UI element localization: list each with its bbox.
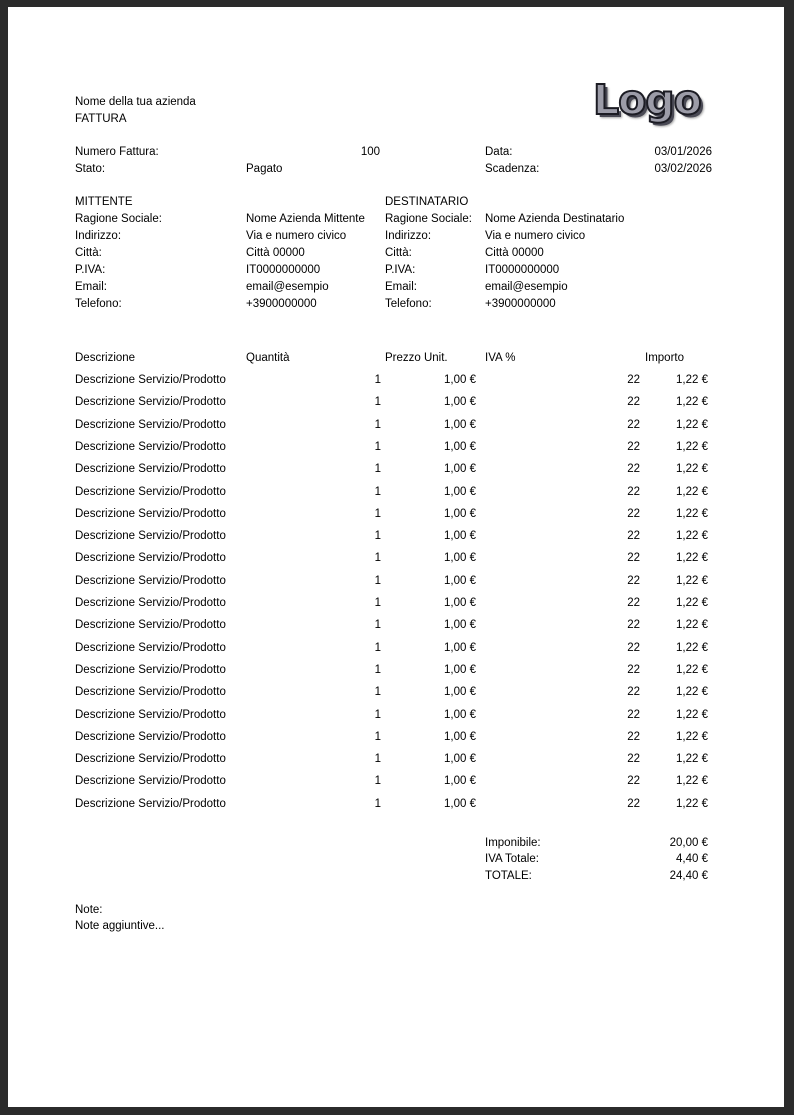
date-label: Data:	[485, 146, 513, 158]
recipient-value: +3900000000	[485, 298, 556, 310]
item-description: Descrizione Servizio/Prodotto	[75, 440, 226, 453]
item-amount: 1,22 €	[676, 775, 708, 788]
item-vat: 22	[627, 708, 640, 721]
item-vat: 22	[627, 530, 640, 543]
item-amount: 1,22 €	[676, 530, 708, 543]
recipient-value: email@esempio	[485, 281, 568, 293]
item-vat: 22	[627, 775, 640, 788]
item-quantity: 1	[374, 686, 381, 699]
status-value: Pagato	[246, 163, 283, 175]
due-date: 03/02/2026	[654, 163, 712, 175]
recipient-value: IT0000000000	[485, 264, 560, 276]
item-vat: 22	[627, 463, 640, 476]
item-amount: 1,22 €	[676, 507, 708, 520]
item-vat: 22	[627, 597, 640, 609]
item-description: Descrizione Servizio/Prodotto	[75, 730, 226, 743]
item-vat: 22	[627, 440, 640, 453]
sender-label: Telefono:	[75, 298, 122, 310]
item-description: Descrizione Servizio/Prodotto	[75, 374, 226, 386]
item-amount: 1,22 €	[676, 574, 708, 587]
invoice-date: 03/01/2026	[654, 146, 712, 158]
item-unit-price: 1,00 €	[444, 440, 476, 453]
item-vat: 22	[627, 485, 640, 498]
col-header-vat: IVA %	[485, 352, 516, 364]
item-description: Descrizione Servizio/Prodotto	[75, 797, 226, 810]
notes-text: Note aggiuntive...	[75, 920, 165, 932]
item-quantity: 1	[374, 396, 381, 409]
item-amount: 1,22 €	[676, 440, 708, 453]
item-description: Descrizione Servizio/Prodotto	[75, 641, 226, 654]
item-quantity: 1	[374, 463, 381, 476]
item-description: Descrizione Servizio/Prodotto	[75, 619, 226, 632]
sender-label: Città:	[75, 247, 102, 259]
item-quantity: 1	[374, 574, 381, 587]
item-description: Descrizione Servizio/Prodotto	[75, 552, 226, 565]
item-unit-price: 1,00 €	[444, 597, 476, 609]
item-unit-price: 1,00 €	[444, 775, 476, 788]
item-quantity: 1	[374, 619, 381, 632]
item-quantity: 1	[374, 440, 381, 453]
item-quantity: 1	[374, 641, 381, 654]
item-amount: 1,22 €	[676, 619, 708, 632]
item-description: Descrizione Servizio/Prodotto	[75, 507, 226, 520]
item-unit-price: 1,00 €	[444, 374, 476, 386]
sender-value: IT0000000000	[246, 264, 321, 276]
item-quantity: 1	[374, 730, 381, 743]
invoice-page	[8, 7, 784, 1107]
table-row	[8, 395, 784, 411]
item-quantity: 1	[374, 374, 381, 386]
recipient-label: Città:	[385, 247, 412, 259]
item-unit-price: 1,00 €	[444, 730, 476, 743]
recipient-value: Nome Azienda Destinatario	[485, 213, 625, 225]
taxable-label: Imponibile:	[485, 837, 541, 849]
item-quantity: 1	[374, 708, 381, 721]
item-unit-price: 1,00 €	[444, 485, 476, 498]
item-vat: 22	[627, 686, 640, 699]
table-row	[8, 663, 784, 679]
item-amount: 1,22 €	[676, 597, 708, 609]
taxable-value: 20,00 €	[669, 837, 708, 849]
item-description: Descrizione Servizio/Prodotto	[75, 753, 226, 766]
col-header-quantity: Quantità	[246, 352, 290, 364]
sender-value: Nome Azienda Mittente	[246, 213, 365, 225]
item-vat: 22	[627, 418, 640, 431]
item-unit-price: 1,00 €	[444, 396, 476, 409]
table-row	[8, 618, 784, 634]
item-amount: 1,22 €	[676, 374, 708, 386]
item-unit-price: 1,00 €	[444, 530, 476, 543]
item-unit-price: 1,00 €	[444, 686, 476, 699]
recipient-heading: DESTINATARIO	[385, 196, 469, 208]
item-vat: 22	[627, 663, 640, 676]
sender-heading: MITTENTE	[75, 196, 133, 208]
table-row	[8, 596, 784, 612]
sender-label: Ragione Sociale:	[75, 213, 162, 225]
item-quantity: 1	[374, 485, 381, 498]
vat-total-label: IVA Totale:	[485, 853, 539, 865]
recipient-label: Indirizzo:	[385, 230, 432, 242]
recipient-value: Città 00000	[485, 247, 544, 259]
item-quantity: 1	[374, 418, 381, 431]
total-label: TOTALE:	[485, 870, 532, 882]
item-quantity: 1	[374, 530, 381, 543]
sender-label: Email:	[75, 281, 107, 293]
sender-value: Via e numero civico	[246, 230, 347, 242]
item-vat: 22	[627, 797, 640, 810]
table-row	[8, 373, 784, 389]
item-unit-price: 1,00 €	[444, 619, 476, 632]
item-quantity: 1	[374, 663, 381, 676]
item-quantity: 1	[374, 797, 381, 810]
col-header-description: Descrizione	[75, 352, 136, 364]
total-value: 24,40 €	[669, 870, 708, 882]
item-unit-price: 1,00 €	[444, 418, 476, 431]
table-row	[8, 797, 784, 813]
table-row	[8, 507, 784, 523]
item-amount: 1,22 €	[676, 753, 708, 766]
item-vat: 22	[627, 552, 640, 565]
item-description: Descrizione Servizio/Prodotto	[75, 396, 226, 409]
sender-label: Indirizzo:	[75, 230, 122, 242]
item-amount: 1,22 €	[676, 463, 708, 476]
table-row	[8, 462, 784, 478]
item-vat: 22	[627, 396, 640, 409]
recipient-label: Email:	[385, 281, 417, 293]
item-unit-price: 1,00 €	[444, 574, 476, 587]
sender-value: +3900000000	[246, 298, 317, 310]
item-quantity: 1	[374, 775, 381, 788]
item-description: Descrizione Servizio/Prodotto	[75, 418, 226, 431]
vat-total-value: 4,40 €	[676, 853, 708, 865]
recipient-label: Telefono:	[385, 298, 432, 310]
item-description: Descrizione Servizio/Prodotto	[75, 485, 226, 498]
item-unit-price: 1,00 €	[444, 552, 476, 565]
item-amount: 1,22 €	[676, 396, 708, 409]
item-amount: 1,22 €	[676, 552, 708, 565]
table-row	[8, 574, 784, 590]
item-description: Descrizione Servizio/Prodotto	[75, 463, 226, 476]
item-description: Descrizione Servizio/Prodotto	[75, 530, 226, 543]
item-unit-price: 1,00 €	[444, 708, 476, 721]
item-description: Descrizione Servizio/Prodotto	[75, 708, 226, 721]
recipient-value: Via e numero civico	[485, 230, 586, 242]
sender-value: Città 00000	[246, 247, 305, 259]
table-row	[8, 774, 784, 790]
table-row	[8, 551, 784, 567]
notes-label: Note:	[75, 904, 103, 916]
table-row	[8, 485, 784, 501]
table-row	[8, 730, 784, 746]
item-quantity: 1	[374, 552, 381, 565]
item-unit-price: 1,00 €	[444, 507, 476, 520]
sender-value: email@esempio	[246, 281, 329, 293]
item-amount: 1,22 €	[676, 418, 708, 431]
due-label: Scadenza:	[485, 163, 540, 175]
table-row	[8, 418, 784, 434]
item-quantity: 1	[374, 597, 381, 609]
item-amount: 1,22 €	[676, 708, 708, 721]
table-row	[8, 440, 784, 456]
item-vat: 22	[627, 641, 640, 654]
table-row	[8, 708, 784, 724]
col-header-amount: Importo	[645, 352, 684, 364]
item-amount: 1,22 €	[676, 663, 708, 676]
item-vat: 22	[627, 619, 640, 632]
status-label: Stato:	[75, 163, 106, 175]
item-vat: 22	[627, 574, 640, 587]
document-title: FATTURA	[75, 113, 127, 125]
item-quantity: 1	[374, 753, 381, 766]
item-description: Descrizione Servizio/Prodotto	[75, 663, 226, 676]
item-unit-price: 1,00 €	[444, 463, 476, 476]
item-vat: 22	[627, 507, 640, 520]
sender-label: P.IVA:	[75, 264, 106, 276]
item-amount: 1,22 €	[676, 485, 708, 498]
item-description: Descrizione Servizio/Prodotto	[75, 574, 226, 587]
table-row	[8, 752, 784, 768]
item-description: Descrizione Servizio/Prodotto	[75, 597, 226, 609]
invoice-number-label: Numero Fattura:	[75, 146, 159, 158]
recipient-label: Ragione Sociale:	[385, 213, 472, 225]
table-row	[8, 641, 784, 657]
col-header-unit-price: Prezzo Unit.	[385, 352, 448, 364]
item-description: Descrizione Servizio/Prodotto	[75, 686, 226, 699]
table-row	[8, 685, 784, 701]
company-name: Nome della tua azienda	[75, 96, 196, 108]
invoice-number: 100	[360, 146, 380, 158]
item-vat: 22	[627, 374, 640, 386]
table-row	[8, 529, 784, 545]
item-amount: 1,22 €	[676, 686, 708, 699]
company-logo: Logo	[593, 76, 701, 124]
item-amount: 1,22 €	[676, 730, 708, 743]
item-vat: 22	[627, 753, 640, 766]
item-amount: 1,22 €	[676, 797, 708, 810]
item-unit-price: 1,00 €	[444, 753, 476, 766]
item-unit-price: 1,00 €	[444, 663, 476, 676]
recipient-label: P.IVA:	[385, 264, 416, 276]
item-description: Descrizione Servizio/Prodotto	[75, 775, 226, 788]
item-unit-price: 1,00 €	[444, 797, 476, 810]
item-vat: 22	[627, 730, 640, 743]
item-quantity: 1	[374, 507, 381, 520]
item-unit-price: 1,00 €	[444, 641, 476, 654]
item-amount: 1,22 €	[676, 641, 708, 654]
